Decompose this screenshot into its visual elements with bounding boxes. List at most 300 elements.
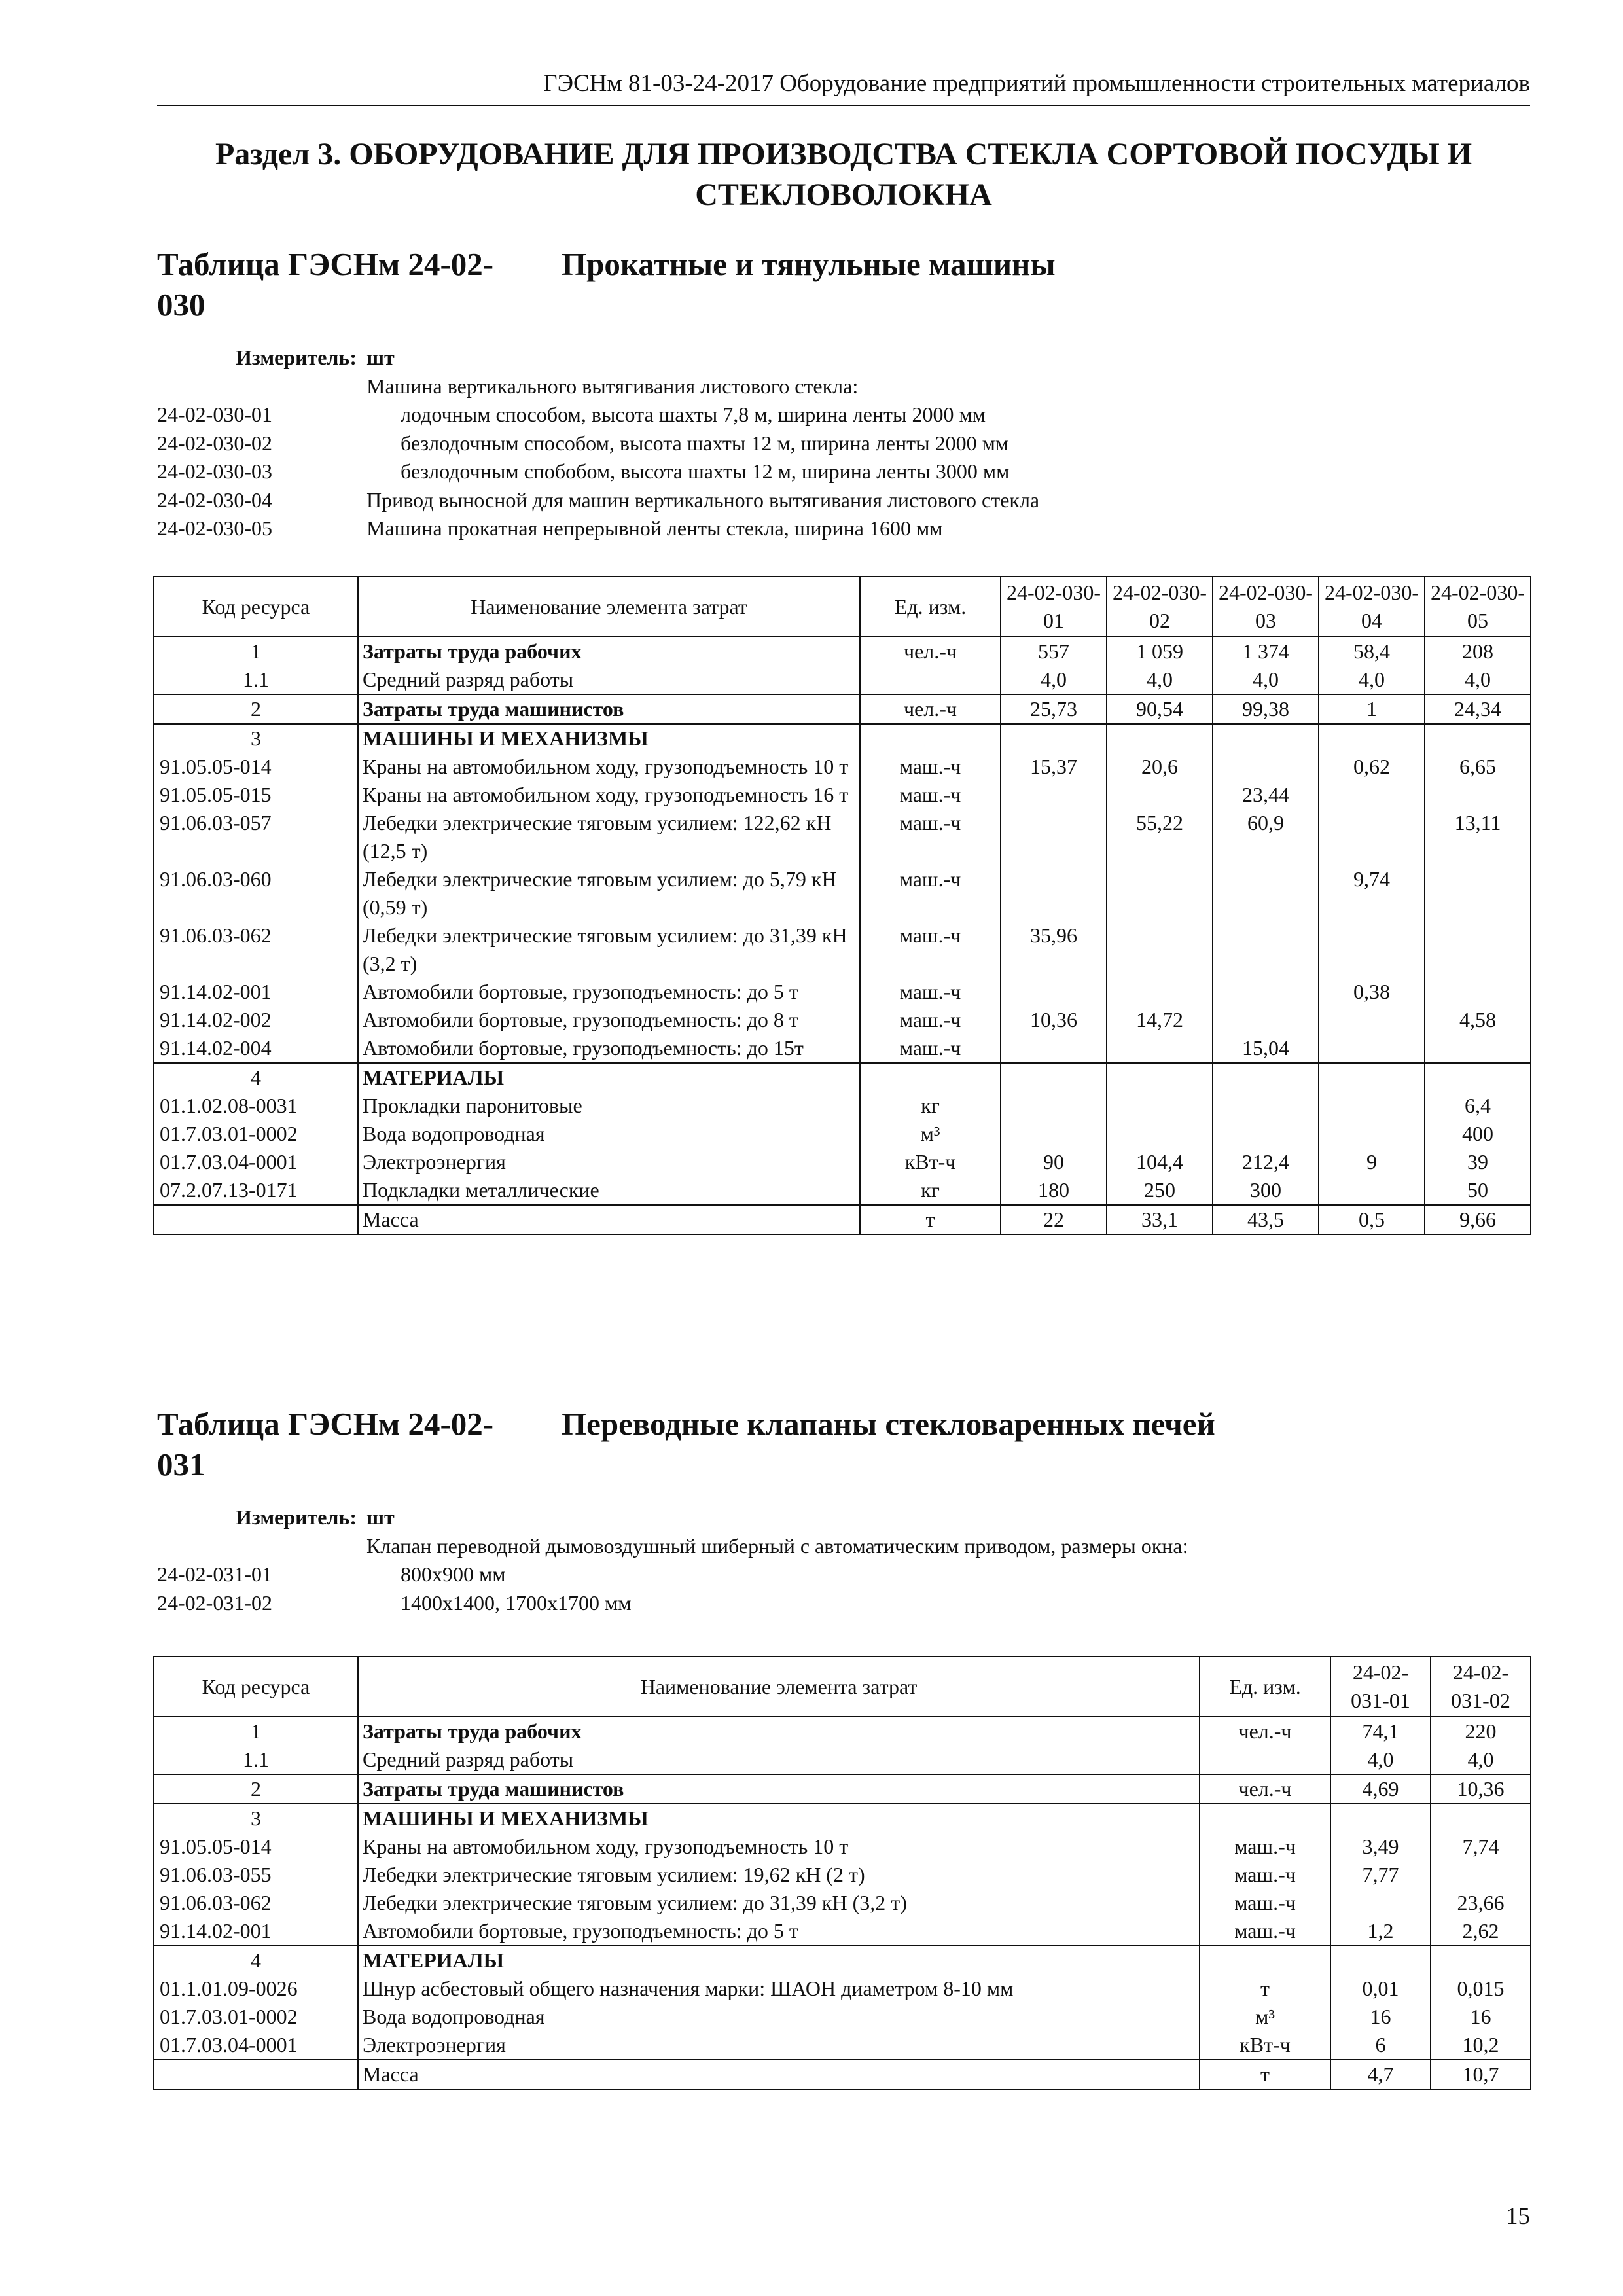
value-cell: 4,0 — [1425, 666, 1531, 694]
unit-cell — [1200, 1804, 1330, 1833]
table-row — [154, 724, 1531, 753]
value-cell — [1319, 1034, 1425, 1063]
resource-code: 91.14.02-002 — [154, 1006, 358, 1034]
value-cell — [1107, 1063, 1213, 1092]
table-row — [154, 2031, 1531, 2060]
table2-number: Таблица ГЭСНм 24-02-031 — [157, 1406, 494, 1482]
value-cell — [1213, 1092, 1319, 1120]
resource-code: 01.7.03.01-0002 — [154, 2003, 358, 2031]
value-cell: 0,38 — [1319, 978, 1425, 1006]
col-header-norm: 24-02-030-05 — [1425, 577, 1531, 637]
table1-description — [157, 372, 1530, 543]
col-header-norm: 24-02-030-03 — [1213, 577, 1319, 637]
value-cell: 99,38 — [1213, 694, 1319, 724]
resource-code: 4 — [154, 1946, 358, 1975]
cost-element-name: Краны на автомобильном ходу, грузоподъемность 10 т — [358, 1833, 1200, 1861]
cost-element-name: МАШИНЫ И МЕХАНИЗМЫ — [358, 1804, 1200, 1833]
value-cell: 9,66 — [1425, 1205, 1531, 1234]
value-cell — [1425, 922, 1531, 978]
value-cell: 43,5 — [1213, 1205, 1319, 1234]
norm-code: 24-02-031-02 — [157, 1590, 272, 1615]
cost-element-name: МАТЕРИАЛЫ — [358, 1946, 1200, 1975]
value-cell — [1425, 1063, 1531, 1092]
value-cell — [1319, 1006, 1425, 1034]
value-cell: 33,1 — [1107, 1205, 1213, 1234]
cost-element-name: Средний разряд работы — [358, 666, 860, 694]
unit-cell: кВт-ч — [860, 1148, 1001, 1176]
value-cell: 0,015 — [1431, 1975, 1531, 2003]
unit-cell: чел.-ч — [860, 637, 1001, 666]
table-header-row — [154, 1657, 1531, 1717]
cost-element-name: Лебедки электрические тяговым усилием: до 5,79 кН (0,59 т) — [358, 865, 860, 922]
value-cell — [1213, 978, 1319, 1006]
measure-unit-label: Измеритель: — [236, 1505, 357, 1529]
value-cell: 10,2 — [1431, 2031, 1531, 2060]
value-cell: 60,9 — [1213, 809, 1319, 865]
description-line — [157, 457, 1530, 486]
resource-code: 91.05.05-015 — [154, 781, 358, 809]
value-cell: 7,74 — [1431, 1833, 1531, 1861]
value-cell — [1319, 724, 1425, 753]
norm-description: безлодочным способом, высота шахты 12 м, ширина ленты 2000 мм — [401, 431, 1009, 455]
value-cell: 6 — [1330, 2031, 1431, 2060]
value-cell: 4,0 — [1431, 1746, 1531, 1774]
cost-element-name: Автомобили бортовые, грузоподъемность: до 5 т — [358, 978, 860, 1006]
description-line — [157, 1589, 1530, 1618]
table-row — [154, 1833, 1531, 1861]
unit-cell: кВт-ч — [1200, 2031, 1330, 2060]
norm-description: Машина прокатная непрерывной ленты стекла, ширина 1600 мм — [366, 516, 943, 540]
description-line — [157, 1532, 1530, 1561]
value-cell: 4,0 — [1319, 666, 1425, 694]
page-number: 15 — [1506, 2203, 1530, 2230]
value-cell: 4,69 — [1330, 1774, 1431, 1804]
value-cell: 90 — [1001, 1148, 1107, 1176]
norm-description: Клапан переводной дымовоздушный шиберный с автоматическим приводом, размеры окна: — [366, 1534, 1188, 1558]
value-cell: 14,72 — [1107, 1006, 1213, 1034]
col-header-norm: 24-02-030-02 — [1107, 577, 1213, 637]
col-header-norm: 24-02-031-01 — [1330, 1657, 1431, 1717]
value-cell — [1107, 1034, 1213, 1063]
value-cell — [1213, 922, 1319, 978]
norm-code: 24-02-030-03 — [157, 459, 272, 483]
cost-element-name: Электроэнергия — [358, 2031, 1200, 2060]
table-row — [154, 1034, 1531, 1063]
description-line — [157, 401, 1530, 429]
table-row — [154, 1975, 1531, 2003]
resource-code: 91.06.03-062 — [154, 922, 358, 978]
unit-cell: м³ — [1200, 2003, 1330, 2031]
value-cell — [1107, 1120, 1213, 1148]
value-cell — [1001, 781, 1107, 809]
value-cell: 50 — [1425, 1176, 1531, 1205]
col-header-norm: 24-02-030-04 — [1319, 577, 1425, 637]
resource-code: 91.05.05-014 — [154, 753, 358, 781]
cost-element-name: Масса — [358, 2060, 1200, 2089]
cost-element-name: Масса — [358, 1205, 860, 1234]
cost-element-name: Автомобили бортовые, грузоподъемность: до 5 т — [358, 1917, 1200, 1946]
value-cell — [1001, 1063, 1107, 1092]
resource-code: 91.06.03-062 — [154, 1889, 358, 1917]
value-cell: 4,0 — [1001, 666, 1107, 694]
value-cell: 0,62 — [1319, 753, 1425, 781]
resource-code: 01.1.01.09-0026 — [154, 1975, 358, 2003]
value-cell: 1,2 — [1330, 1917, 1431, 1946]
table-row — [154, 1917, 1531, 1946]
value-cell — [1319, 1176, 1425, 1205]
resource-code — [154, 2060, 358, 2089]
description-line — [157, 429, 1530, 458]
value-cell — [1330, 1889, 1431, 1917]
resource-code: 4 — [154, 1063, 358, 1092]
norm-code: 24-02-030-01 — [157, 403, 272, 426]
norm-description: лодочным способом, высота шахты 7,8 м, ширина ленты 2000 мм — [401, 403, 986, 426]
resource-code: 3 — [154, 1804, 358, 1833]
measure-unit-value: шт — [366, 346, 395, 369]
value-cell: 9 — [1319, 1148, 1425, 1176]
resource-code: 01.7.03.01-0002 — [154, 1120, 358, 1148]
value-cell: 16 — [1431, 2003, 1531, 2031]
unit-cell: т — [1200, 1975, 1330, 2003]
unit-cell: т — [1200, 2060, 1330, 2089]
unit-cell: кг — [860, 1092, 1001, 1120]
value-cell — [1213, 1063, 1319, 1092]
value-cell: 2,62 — [1431, 1917, 1531, 1946]
cost-element-name: Электроэнергия — [358, 1148, 860, 1176]
table1-title: Прокатные и тянульные машины — [562, 246, 1056, 282]
value-cell: 39 — [1425, 1148, 1531, 1176]
table-row — [154, 1205, 1531, 1234]
cost-element-name: Лебедки электрические тяговым усилием: 19,62 кН (2 т) — [358, 1861, 1200, 1889]
table-row — [154, 2003, 1531, 2031]
resource-code: 1 — [154, 1717, 358, 1746]
value-cell — [1107, 922, 1213, 978]
value-cell — [1107, 978, 1213, 1006]
value-cell: 300 — [1213, 1176, 1319, 1205]
value-cell — [1319, 809, 1425, 865]
cost-element-name: Затраты труда рабочих — [358, 637, 860, 666]
col-header-name: Наименование элемента затрат — [358, 577, 860, 637]
value-cell — [1425, 865, 1531, 922]
value-cell — [1001, 865, 1107, 922]
value-cell — [1330, 1946, 1431, 1975]
cost-element-name: МАШИНЫ И МЕХАНИЗМЫ — [358, 724, 860, 753]
value-cell: 104,4 — [1107, 1148, 1213, 1176]
value-cell — [1319, 922, 1425, 978]
table-row — [154, 1889, 1531, 1917]
resource-code: 2 — [154, 1774, 358, 1804]
col-header-code: Код ресурса — [154, 1657, 358, 1717]
value-cell: 400 — [1425, 1120, 1531, 1148]
value-cell: 24,34 — [1425, 694, 1531, 724]
value-cell — [1213, 753, 1319, 781]
table-row — [154, 666, 1531, 694]
value-cell: 10,7 — [1431, 2060, 1531, 2089]
running-header: ГЭСНм 81-03-24-2017 Оборудование предприятий промышленности строительных материалов — [543, 70, 1530, 97]
table-row — [154, 694, 1531, 724]
unit-cell — [860, 666, 1001, 694]
resource-code: 01.1.02.08-0031 — [154, 1092, 358, 1120]
col-header-norm: 24-02-030-01 — [1001, 577, 1107, 637]
resource-code: 1.1 — [154, 1746, 358, 1774]
unit-cell: кг — [860, 1176, 1001, 1205]
unit-cell — [860, 724, 1001, 753]
value-cell: 20,6 — [1107, 753, 1213, 781]
value-cell — [1319, 1092, 1425, 1120]
cost-element-name: Автомобили бортовые, грузоподъемность: до 8 т — [358, 1006, 860, 1034]
value-cell — [1107, 781, 1213, 809]
norm-description: 800х900 мм — [401, 1562, 506, 1586]
value-cell: 74,1 — [1330, 1717, 1431, 1746]
description-line — [157, 1560, 1530, 1589]
norm-code: 24-02-030-05 — [157, 516, 272, 540]
norm-description: 1400х1400, 1700х1700 мм — [401, 1590, 632, 1615]
value-cell: 4,0 — [1213, 666, 1319, 694]
resource-code: 01.7.03.04-0001 — [154, 1148, 358, 1176]
value-cell — [1425, 781, 1531, 809]
resource-code: 91.06.03-060 — [154, 865, 358, 922]
header-rule — [157, 105, 1530, 106]
col-header-unit: Ед. изм. — [1200, 1657, 1330, 1717]
table-row — [154, 1946, 1531, 1975]
unit-cell: маш.-ч — [860, 809, 1001, 865]
value-cell — [1001, 1092, 1107, 1120]
value-cell: 10,36 — [1431, 1774, 1531, 1804]
table-row — [154, 1717, 1531, 1746]
value-cell — [1107, 724, 1213, 753]
value-cell — [1001, 809, 1107, 865]
table-row — [154, 637, 1531, 666]
value-cell: 7,77 — [1330, 1861, 1431, 1889]
norm-code — [157, 1532, 366, 1561]
table-row — [154, 809, 1531, 865]
unit-cell: маш.-ч — [860, 922, 1001, 978]
value-cell: 4,0 — [1107, 666, 1213, 694]
value-cell — [1431, 1804, 1531, 1833]
value-cell — [1001, 724, 1107, 753]
value-cell: 250 — [1107, 1176, 1213, 1205]
cost-element-name: Вода водопроводная — [358, 2003, 1200, 2031]
cost-element-name: Лебедки электрические тяговым усилием: до 31,39 кН (3,2 т) — [358, 922, 860, 978]
cost-element-name: Шнур асбестовый общего назначения марки: ШАОН диаметром 8-10 мм — [358, 1975, 1200, 2003]
table-header-row — [154, 577, 1531, 637]
value-cell — [1319, 1120, 1425, 1148]
cost-element-name: Лебедки электрические тяговым усилием: 122,62 кН (12,5 т) — [358, 809, 860, 865]
cost-element-name: Средний разряд работы — [358, 1746, 1200, 1774]
section-title: Раздел 3. ОБОРУДОВАНИЕ ДЛЯ ПРОИЗВОДСТВА СТЕКЛА СОРТОВОЙ ПОСУДЫ И СТЕКЛОВОЛОКНА — [215, 137, 1472, 212]
cost-element-name: Краны на автомобильном ходу, грузоподъемность 10 т — [358, 753, 860, 781]
table2-title: Переводные клапаны стекловаренных печей — [562, 1406, 1215, 1442]
unit-cell: маш.-ч — [1200, 1833, 1330, 1861]
unit-cell: чел.-ч — [860, 694, 1001, 724]
resource-code: 91.06.03-057 — [154, 809, 358, 865]
value-cell — [1213, 1006, 1319, 1034]
value-cell — [1213, 865, 1319, 922]
unit-cell: маш.-ч — [1200, 1917, 1330, 1946]
col-header-code: Код ресурса — [154, 577, 358, 637]
unit-cell: чел.-ч — [1200, 1774, 1330, 1804]
value-cell: 4,58 — [1425, 1006, 1531, 1034]
value-cell — [1001, 1034, 1107, 1063]
table-row — [154, 978, 1531, 1006]
value-cell: 180 — [1001, 1176, 1107, 1205]
table2-grid — [153, 1656, 1531, 2090]
table-row — [154, 1006, 1531, 1034]
unit-cell: маш.-ч — [1200, 1861, 1330, 1889]
table-row — [154, 1861, 1531, 1889]
norm-description: Привод выносной для машин вертикального вытягивания листового стекла — [366, 488, 1040, 512]
table1-number: Таблица ГЭСНм 24-02-030 — [157, 246, 494, 323]
value-cell — [1319, 781, 1425, 809]
resource-code: 91.14.02-001 — [154, 1917, 358, 1946]
value-cell: 557 — [1001, 637, 1107, 666]
table-row — [154, 2060, 1531, 2089]
value-cell: 13,11 — [1425, 809, 1531, 865]
table-row — [154, 781, 1531, 809]
value-cell: 58,4 — [1319, 637, 1425, 666]
unit-cell — [1200, 1746, 1330, 1774]
value-cell: 35,96 — [1001, 922, 1107, 978]
value-cell: 10,36 — [1001, 1006, 1107, 1034]
measure-unit-row — [157, 1503, 1530, 1532]
unit-cell: маш.-ч — [860, 865, 1001, 922]
unit-cell: маш.-ч — [860, 978, 1001, 1006]
description-line — [157, 514, 1530, 543]
value-cell — [1001, 978, 1107, 1006]
table1-grid — [153, 576, 1531, 1235]
value-cell — [1319, 1063, 1425, 1092]
value-cell: 1 059 — [1107, 637, 1213, 666]
cost-element-name: Автомобили бортовые, грузоподъемность: до 15т — [358, 1034, 860, 1063]
unit-cell: чел.-ч — [1200, 1717, 1330, 1746]
resource-code: 91.06.03-055 — [154, 1861, 358, 1889]
value-cell — [1425, 978, 1531, 1006]
col-header-norm: 24-02-031-02 — [1431, 1657, 1531, 1717]
value-cell: 55,22 — [1107, 809, 1213, 865]
value-cell: 0,5 — [1319, 1205, 1425, 1234]
value-cell — [1431, 1861, 1531, 1889]
table-row — [154, 1063, 1531, 1092]
unit-cell: маш.-ч — [1200, 1889, 1330, 1917]
value-cell: 90,54 — [1107, 694, 1213, 724]
cost-element-name: Затраты труда машинистов — [358, 694, 860, 724]
value-cell — [1107, 1092, 1213, 1120]
norm-description: безлодочным спобобом, высота шахты 12 м, ширина ленты 3000 мм — [401, 459, 1010, 483]
value-cell — [1107, 865, 1213, 922]
value-cell: 16 — [1330, 2003, 1431, 2031]
resource-code: 91.05.05-014 — [154, 1833, 358, 1861]
resource-code: 2 — [154, 694, 358, 724]
table-row — [154, 1176, 1531, 1205]
norm-code — [157, 372, 366, 401]
value-cell — [1213, 724, 1319, 753]
norm-description: Машина вертикального вытягивания листового стекла: — [366, 374, 859, 398]
unit-cell — [860, 1063, 1001, 1092]
resource-code: 07.2.07.13-0171 — [154, 1176, 358, 1205]
resource-code: 1 — [154, 637, 358, 666]
value-cell: 15,37 — [1001, 753, 1107, 781]
resource-code — [154, 1205, 358, 1234]
value-cell — [1330, 1804, 1431, 1833]
unit-cell: м³ — [860, 1120, 1001, 1148]
value-cell: 9,74 — [1319, 865, 1425, 922]
description-line — [157, 486, 1530, 515]
table-row — [154, 1148, 1531, 1176]
cost-element-name: Краны на автомобильном ходу, грузоподъемность 16 т — [358, 781, 860, 809]
col-header-unit: Ед. изм. — [860, 577, 1001, 637]
table-row — [154, 1120, 1531, 1148]
resource-code: 91.14.02-004 — [154, 1034, 358, 1063]
resource-code: 1.1 — [154, 666, 358, 694]
value-cell — [1001, 1120, 1107, 1148]
table-row — [154, 922, 1531, 978]
norm-code: 24-02-030-02 — [157, 431, 272, 455]
cost-element-name: Вода водопроводная — [358, 1120, 860, 1148]
value-cell: 212,4 — [1213, 1148, 1319, 1176]
unit-cell: т — [860, 1205, 1001, 1234]
value-cell: 4,0 — [1330, 1746, 1431, 1774]
table-row — [154, 1774, 1531, 1804]
col-header-name: Наименование элемента затрат — [358, 1657, 1200, 1717]
cost-element-name: Прокладки паронитовые — [358, 1092, 860, 1120]
value-cell — [1425, 724, 1531, 753]
table1-measure-block — [157, 344, 1530, 543]
table-row — [154, 1746, 1531, 1774]
unit-cell: маш.-ч — [860, 753, 1001, 781]
value-cell: 0,01 — [1330, 1975, 1431, 2003]
cost-element-name: Лебедки электрические тяговым усилием: до 31,39 кН (3,2 т) — [358, 1889, 1200, 1917]
unit-cell: маш.-ч — [860, 781, 1001, 809]
resource-code: 3 — [154, 724, 358, 753]
resource-code: 91.14.02-001 — [154, 978, 358, 1006]
value-cell: 208 — [1425, 637, 1531, 666]
norm-code: 24-02-030-04 — [157, 488, 272, 512]
measure-unit-value: шт — [366, 1505, 395, 1529]
measure-unit-label: Измеритель: — [236, 346, 357, 369]
value-cell — [1431, 1946, 1531, 1975]
value-cell: 1 — [1319, 694, 1425, 724]
value-cell: 25,73 — [1001, 694, 1107, 724]
table2-description — [157, 1532, 1530, 1618]
unit-cell — [1200, 1946, 1330, 1975]
value-cell: 1 374 — [1213, 637, 1319, 666]
cost-element-name: Затраты труда рабочих — [358, 1717, 1200, 1746]
value-cell: 23,66 — [1431, 1889, 1531, 1917]
cost-element-name: МАТЕРИАЛЫ — [358, 1063, 860, 1092]
table-row — [154, 753, 1531, 781]
value-cell — [1213, 1120, 1319, 1148]
value-cell: 220 — [1431, 1717, 1531, 1746]
value-cell: 6,65 — [1425, 753, 1531, 781]
value-cell — [1425, 1034, 1531, 1063]
resource-code: 01.7.03.04-0001 — [154, 2031, 358, 2060]
unit-cell: маш.-ч — [860, 1006, 1001, 1034]
table-row — [154, 1092, 1531, 1120]
value-cell: 15,04 — [1213, 1034, 1319, 1063]
value-cell: 23,44 — [1213, 781, 1319, 809]
table-row — [154, 1804, 1531, 1833]
value-cell: 22 — [1001, 1205, 1107, 1234]
measure-unit-row — [157, 344, 1530, 372]
value-cell: 4,7 — [1330, 2060, 1431, 2089]
norm-code: 24-02-031-01 — [157, 1562, 272, 1586]
value-cell: 6,4 — [1425, 1092, 1531, 1120]
cost-element-name: Подкладки металлические — [358, 1176, 860, 1205]
table-row — [154, 865, 1531, 922]
unit-cell: маш.-ч — [860, 1034, 1001, 1063]
description-line — [157, 372, 1530, 401]
value-cell: 3,49 — [1330, 1833, 1431, 1861]
